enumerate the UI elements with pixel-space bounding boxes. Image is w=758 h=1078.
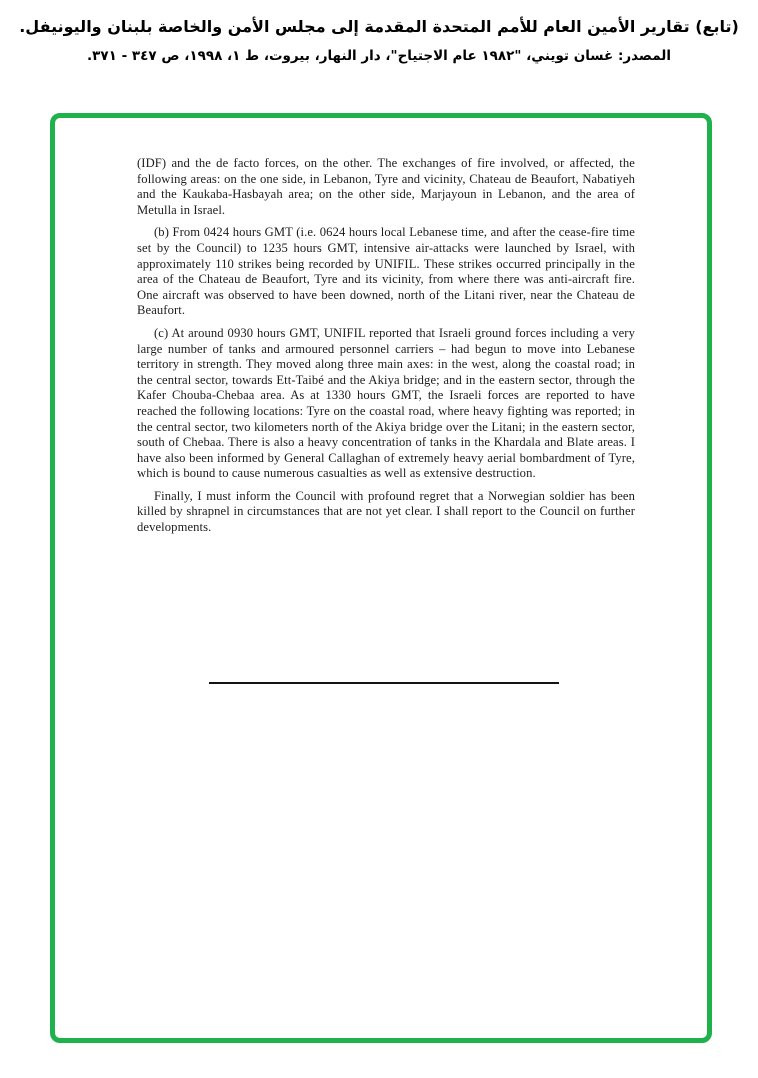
paragraph-b-air-attacks: (b) From 0424 hours GMT (i.e. 0624 hours local Lebanese time, and after the cease-fire time set by the Council) to 1235 hours GMT, intensive air-attacks were launched by Israel, with approximately 110 strikes being recorded by UNIFIL. These strikes occurred principally in the area of the Chateau de Beaufort, Tyre and its vicinity, from where there was anti-aircraft fire. One aircraft was observed to have been downed, north of the Litani river, near the Chateau de Beaufort. [137, 225, 635, 318]
document-text-block [137, 156, 635, 684]
page-header-arabic [0, 0, 758, 66]
page [0, 0, 758, 535]
paragraph-c-ground-forces: (c) At around 0930 hours GMT, UNIFIL reported that Israeli ground forces including a very large number of tanks and armoured personnel carriers – had begun to move into Lebanese territory in strength. They moved along three main axes: in the west, along the coastal road; in the central sector, towards Ett-Taibé and the Akiya bridge; and in the eastern sector, through the Kafer Chouba-Chebaa area. As at 1330 hours GMT, the Israeli forces are reported to have reached the following locations: Tyre on the coastal road, where heavy fighting was reported; in the central sector, two kilometers north of the Akiya bridge over the Litani; in the eastern sector, south of Chebaa. There is also a heavy concentration of tanks in the Khardala and Blate areas. I have also been informed by General Callaghan of extremely heavy aerial bombardment of Tyre, which is bound to cause numerous casualties as well as extensive destruction. [137, 325, 635, 481]
header-title-arabic: (تابع) تقارير الأمين العام للأمم المتحدة المقدمة إلى مجلس الأمن والخاصة بلبنان واليونيفل. [19, 17, 739, 36]
paragraph-idf-exchanges: (IDF) and the de facto forces, on the other. The exchanges of fire involved, or affected, the following areas: on the one side, in Lebanon, Tyre and vicinity, Chateau de Beaufort, Nabatiyeh and the Kaukaba-Hasbayah area; on the other side, Marjayoun in Lebanon, and the area of Metulla in Israel. [137, 156, 635, 217]
scanned-document-frame [50, 113, 712, 1043]
paragraph-finally-norwegian-soldier: Finally, I must inform the Council with profound regret that a Norwegian soldier has been killed by shrapnel in circumstances that are not yet clear. I shall report to the Council on further developments. [137, 488, 635, 535]
header-source-arabic: المصدر: غسان تويني، "١٩٨٢ عام الاجتياح"، دار النهار، بيروت، ط ١، ١٩٩٨، ص ٣٤٧ - ٣٧١. [87, 48, 671, 65]
footnote-divider-line [209, 682, 559, 684]
